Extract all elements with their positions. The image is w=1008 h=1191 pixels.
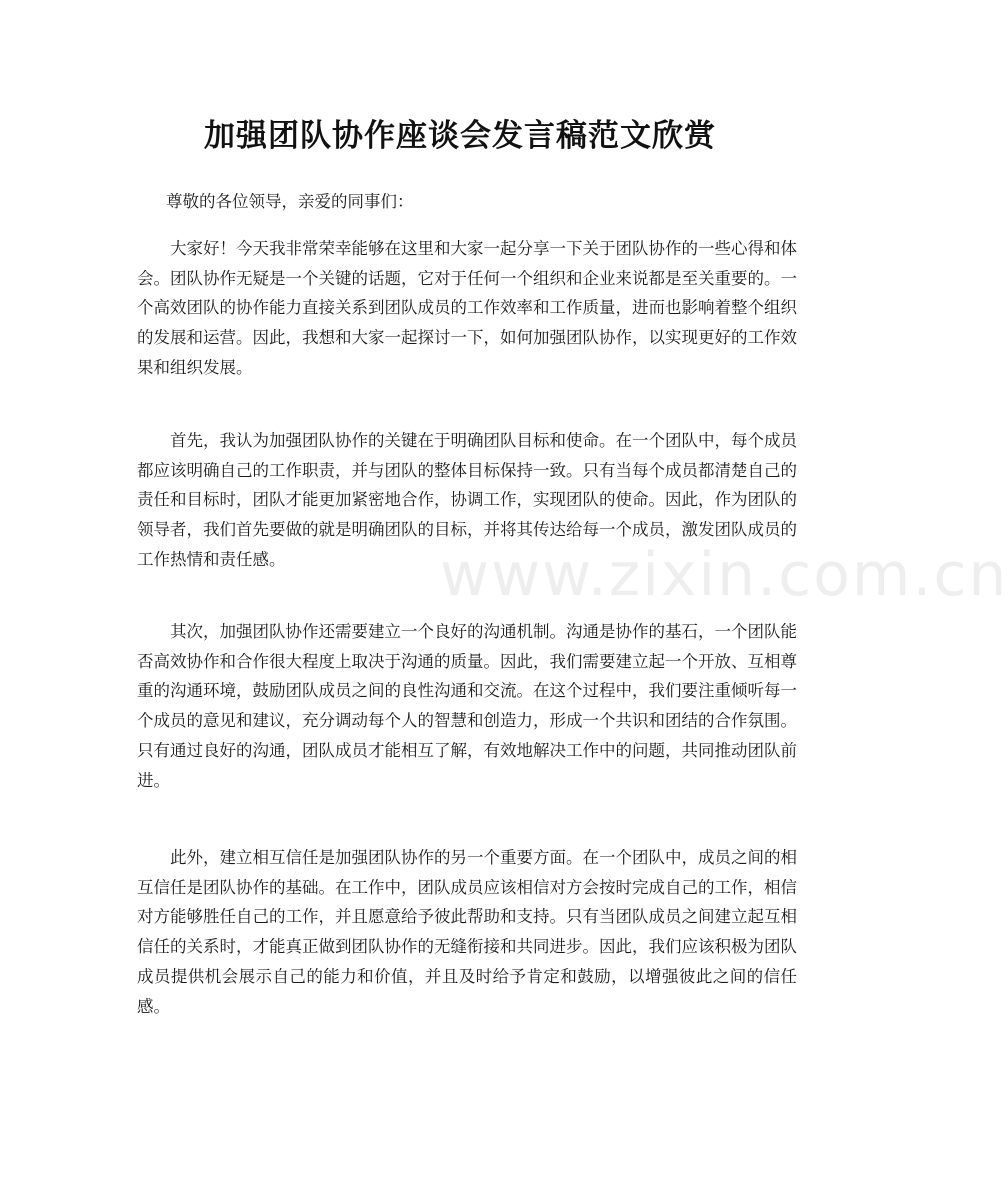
watermark: www.zixin.com.cn (440, 540, 1008, 610)
paragraph-communication: 其次，加强团队协作还需要建立一个良好的沟通机制。沟通是协作的基石，一个团队能否高效协作和合作很大程度上取决于沟通的质量。因此，我们需要建立起一个开放、互相尊重的沟通环境，鼓励团队成员之间的良性沟通和交流。在这个过程中，我们要注重倾听每一个成员的意见和建议，充分调动每个人的智慧和创造力，形成一个共识和团结的合作氛围。只有通过良好的沟通，团队成员才能相互了解，有效地解决工作中的问题，共同推动团队前进。 (137, 622, 797, 790)
paragraph-trust: 此外，建立相互信任是加强团队协作的另一个重要方面。在一个团队中，成员之间的相互信任是团队协作的基础。在工作中，团队成员应该相信对方会按时完成自己的工作，相信对方能够胜任自己的工作，并且愿意给予彼此帮助和支持。只有当团队成员之间建立起互相信任的关系时，才能真正做到团队协作的无缝衔接和共同进步。因此，我们应该积极为团队成员提供机会展示自己的能力和价值，并且及时给予肯定和鼓励，以增强彼此之间的信任感。 (137, 848, 797, 1016)
paragraph-intro: 大家好！今天我非常荣幸能够在这里和大家一起分享一下关于团队协作的一些心得和体会。团队协作无疑是一个关键的话题，它对于任何一个组织和企业来说都是至关重要的。一个高效团队的协作能力直接关系到团队成员的工作效率和工作质量，进而也影响着整个组织的发展和运营。因此，我想和大家一起探讨一下，如何加强团队协作，以实现更好的工作效果和组织发展。 (137, 239, 797, 377)
salutation: 尊敬的各位领导，亲爱的同事们： (166, 192, 414, 211)
document-title: 加强团队协作座谈会发言稿范文欣赏 (204, 118, 716, 154)
paragraph-goals: 首先，我认为加强团队协作的关键在于明确团队目标和使命。在一个团队中，每个成员都应该明确自己的工作职责，并与团队的整体目标保持一致。只有当每个成员都清楚自己的责任和目标时，团队才能更加紧密地合作，协调工作，实现团队的使命。因此，作为团队的领导者，我们首先要做的就是明确团队的目标，并将其传达给每一个成员，激发团队成员的工作热情和责任感。 (137, 431, 797, 569)
